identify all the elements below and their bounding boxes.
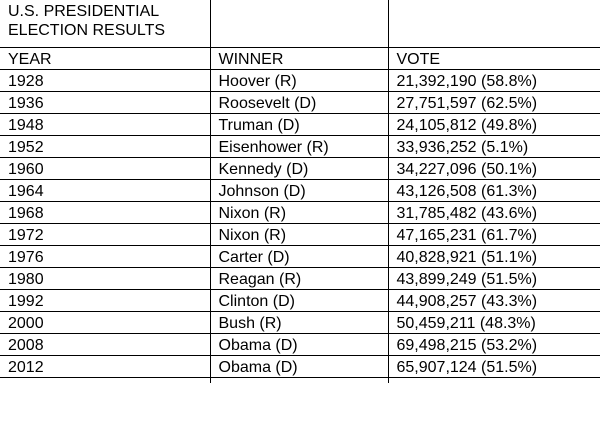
- header-winner[interactable]: WINNER: [210, 48, 388, 70]
- winner-cell[interactable]: Johnson (D): [210, 180, 388, 202]
- vote-cell[interactable]: 40,828,921 (51.1%): [388, 246, 600, 268]
- winner-cell[interactable]: Truman (D): [210, 114, 388, 136]
- year-cell[interactable]: 1952: [0, 136, 210, 158]
- header-year[interactable]: YEAR: [0, 48, 210, 70]
- vote-cell[interactable]: 31,785,482 (43.6%): [388, 202, 600, 224]
- winner-cell[interactable]: Eisenhower (R): [210, 136, 388, 158]
- year-cell[interactable]: 2000: [0, 312, 210, 334]
- table-row: [0, 158, 600, 180]
- table-row: [0, 334, 600, 356]
- title-cell-wrapper[interactable]: [0, 0, 210, 48]
- winner-cell[interactable]: Reagan (R): [210, 268, 388, 290]
- table-row: [0, 268, 600, 290]
- blank-row: [0, 378, 600, 384]
- year-cell[interactable]: 1964: [0, 180, 210, 202]
- table-row: [0, 224, 600, 246]
- vote-cell[interactable]: 50,459,211 (48.3%): [388, 312, 600, 334]
- year-cell[interactable]: 1948: [0, 114, 210, 136]
- winner-cell[interactable]: Obama (D): [210, 334, 388, 356]
- table-title: U.S. PRESIDENTIAL ELECTION RESULTS: [8, 3, 166, 39]
- table-row: [0, 246, 600, 268]
- table-row: [0, 180, 600, 202]
- vote-cell[interactable]: 65,907,124 (51.5%): [388, 356, 600, 378]
- empty-cell[interactable]: [0, 378, 210, 384]
- table-row: [0, 312, 600, 334]
- title-row: [0, 0, 600, 48]
- vote-cell[interactable]: 47,165,231 (61.7%): [388, 224, 600, 246]
- year-cell[interactable]: 1928: [0, 70, 210, 92]
- vote-cell[interactable]: 21,392,190 (58.8%): [388, 70, 600, 92]
- header-row: [0, 48, 600, 70]
- vote-cell[interactable]: 27,751,597 (62.5%): [388, 92, 600, 114]
- year-cell[interactable]: 1936: [0, 92, 210, 114]
- vote-cell[interactable]: 69,498,215 (53.2%): [388, 334, 600, 356]
- table-row: [0, 70, 600, 92]
- empty-cell[interactable]: [388, 378, 600, 384]
- table-row: [0, 290, 600, 312]
- empty-cell[interactable]: [210, 378, 388, 384]
- table-row: [0, 136, 600, 158]
- empty-cell[interactable]: [210, 0, 388, 48]
- winner-cell[interactable]: Roosevelt (D): [210, 92, 388, 114]
- year-cell[interactable]: 2008: [0, 334, 210, 356]
- vote-cell[interactable]: 43,126,508 (61.3%): [388, 180, 600, 202]
- empty-cell[interactable]: [388, 0, 600, 48]
- table-row: [0, 356, 600, 378]
- winner-cell[interactable]: Nixon (R): [210, 224, 388, 246]
- year-cell[interactable]: 2012: [0, 356, 210, 378]
- vote-cell[interactable]: 43,899,249 (51.5%): [388, 268, 600, 290]
- year-cell[interactable]: 1976: [0, 246, 210, 268]
- year-cell[interactable]: 1968: [0, 202, 210, 224]
- vote-cell[interactable]: 44,908,257 (43.3%): [388, 290, 600, 312]
- year-cell[interactable]: 1960: [0, 158, 210, 180]
- header-vote[interactable]: VOTE: [388, 48, 600, 70]
- winner-cell[interactable]: Bush (R): [210, 312, 388, 334]
- data-rows: [0, 70, 600, 378]
- winner-cell[interactable]: Nixon (R): [210, 202, 388, 224]
- winner-cell[interactable]: Obama (D): [210, 356, 388, 378]
- table-body: [0, 0, 600, 70]
- vote-cell[interactable]: 33,936,252 (5.1%): [388, 136, 600, 158]
- vote-cell[interactable]: 24,105,812 (49.8%): [388, 114, 600, 136]
- winner-cell[interactable]: Hoover (R): [210, 70, 388, 92]
- table-row: [0, 202, 600, 224]
- year-cell[interactable]: 1992: [0, 290, 210, 312]
- winner-cell[interactable]: Kennedy (D): [210, 158, 388, 180]
- year-cell[interactable]: 1980: [0, 268, 210, 290]
- year-cell[interactable]: 1972: [0, 224, 210, 246]
- winner-cell[interactable]: Carter (D): [210, 246, 388, 268]
- table-row: [0, 114, 600, 136]
- vote-cell[interactable]: 34,227,096 (50.1%): [388, 158, 600, 180]
- winner-cell[interactable]: Clinton (D): [210, 290, 388, 312]
- table-row: [0, 92, 600, 114]
